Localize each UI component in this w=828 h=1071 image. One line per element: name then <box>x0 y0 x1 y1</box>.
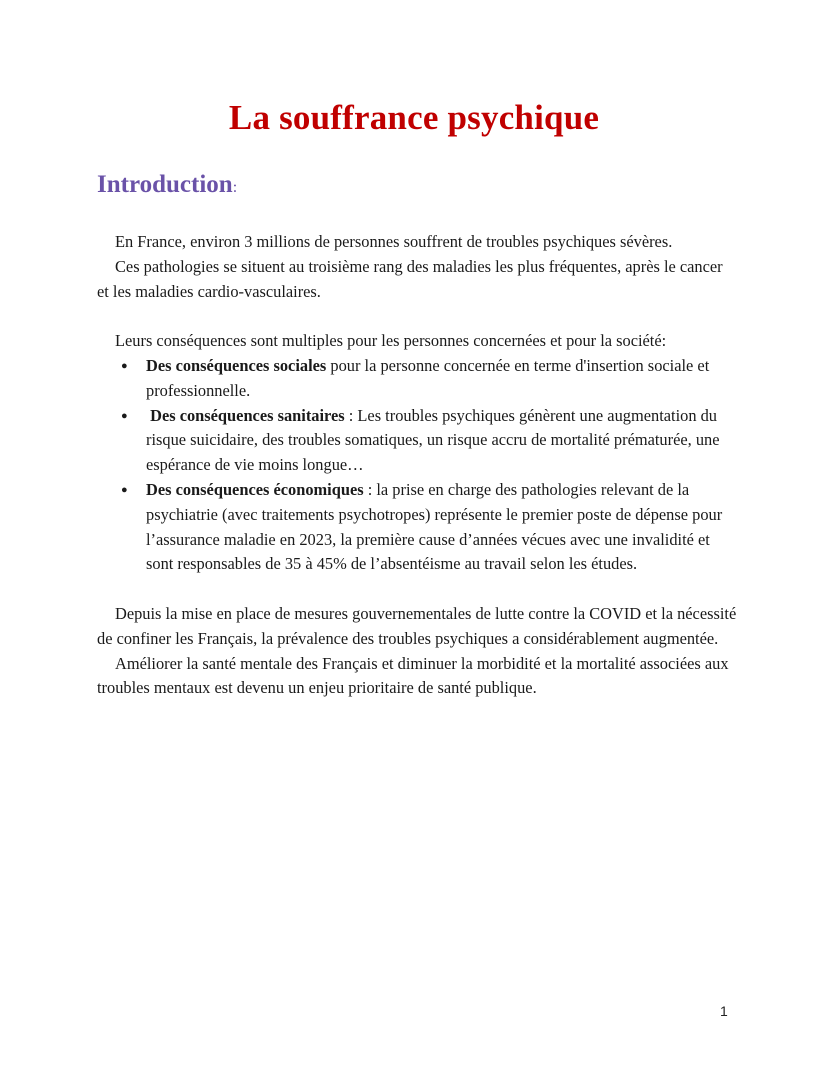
list-item-bold: Des conséquences sanitaires <box>150 405 345 425</box>
conclusion-paragraph-2: Améliorer la santé mentale des Français et diminuer la morbidité et la mortalité associées aux troubles mentaux est devenu un enjeu prioritaire de santé publique. <box>97 653 729 698</box>
intro-paragraph-1: En France, environ 3 millions de personnes souffrent de troubles psychiques sévères. <box>115 232 673 251</box>
conclusion-paragraph-1: Depuis la mise en place de mesures gouvernementales de lutte contre la COVID et la nécessité de confiner les Français, la prévalence des troubles psychiques a considérablement augmentée. <box>97 603 737 648</box>
spacer <box>97 304 737 329</box>
document-body <box>97 230 737 701</box>
list-item-bold: Des conséquences sociales <box>146 355 327 375</box>
list-item-text: pour la personne concernée en terme d'insertion sociale et professionnelle. <box>146 355 710 400</box>
section-heading <box>97 171 237 199</box>
list-item-text: : la prise en charge des pathologies relevant de la psychiatrie (avec traitements psychotropes) représente le premier poste de dépense pour l’assurance maladie en 2023, la première cause d’années vécues avec une invalidité et sont responsables de 35 à 45% de l’absentéisme au travail selon les études. <box>146 479 723 574</box>
document-title: La souffrance psychique <box>228 98 600 137</box>
list-item-economic <box>146 478 737 577</box>
list-item-bold: Des conséquences économiques <box>146 479 364 499</box>
section-heading-text: Introduction <box>97 171 233 198</box>
list-item-social <box>146 354 737 404</box>
list-item-text: : Les troubles psychiques génèrent une augmentation du risque suicidaire, des troubles somatiques, un risque accru de mortalité prématurée, une espérance de vie moins longue… <box>146 405 720 475</box>
consequences-intro: Leurs conséquences sont multiples pour les personnes concernées et pour la société: <box>115 331 667 351</box>
page-number: 1 <box>720 1003 728 1019</box>
consequences-list <box>97 354 737 577</box>
spacer <box>97 577 737 602</box>
section-heading-colon: : <box>232 179 238 196</box>
list-item-sanitary <box>146 404 737 478</box>
intro-paragraph-2: Ces pathologies se situent au troisième rang des maladies les plus fréquentes, après le cancer et les maladies cardio-vasculaires. <box>97 256 723 301</box>
